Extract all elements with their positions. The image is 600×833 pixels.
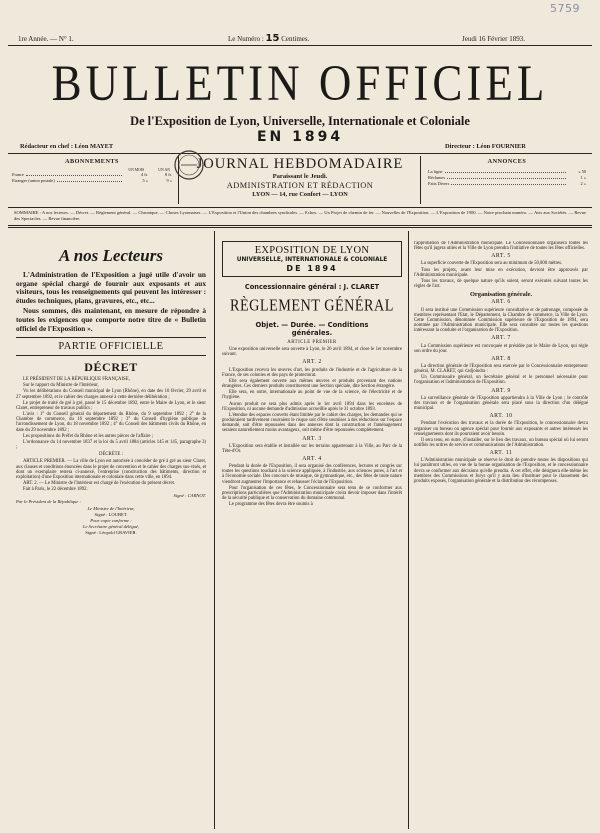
column-divider-1: [214, 231, 215, 829]
summary: SOMMAIRE : A nos lecteurs. — Décret. — Règlement général. — Chronique. — Choses Lyonnaises. — L'Exposition et l'Union des chambres syndicales. — Echos. — Un Projet de chemin de fer. — Nouvelles de l'Exposition. — L'Exposition de 1900. — Notre prochain numéro. — Avis aux Sociétés. — Revue des Spectacles. — Revue financière.: [14, 210, 586, 221]
masthead-subtitle: De l'Exposition de Lyon, Universelle, Internationale et Coloniale: [130, 114, 470, 128]
decree-president: LE PRÉSIDENT DE LA RÉPUBLIQUE FRANÇAISE,: [23, 377, 130, 383]
summary-top-rule: [8, 207, 592, 208]
journal-frequency: Paraissant le Jeudi.: [272, 173, 328, 180]
article-paragraph: Elle sera, en outre, internationale au point de vue de la science, de l'électricité et de l'hygiène.: [222, 390, 402, 401]
ads-price: 1 »: [580, 175, 586, 180]
official-part-heading: PARTIE OFFICIELLE: [58, 341, 164, 353]
subscription-col-month: UN MOIS: [128, 168, 145, 172]
column-divider-2: [408, 231, 409, 829]
director-line: Directeur : Léon FOURNIER: [445, 143, 526, 150]
masthead-title: BULLETIN OFFICIEL: [51, 55, 549, 111]
article-paragraph: Un Commissaire général, un Secrétaire général et le personnel nécessaire pour l'organisation et l'administration de l'Exposition.: [414, 375, 588, 386]
article-title: ART. 2: [302, 359, 322, 366]
issue-date: Jeudi 16 Février 1893.: [462, 35, 525, 43]
readers-intro-2: Nous sommes, dès maintenant, en mesure de répondre à toutes les exigences que comporte notre titre de « Bulletin officiel de l'Exposition ».: [16, 306, 206, 333]
ads-price: 2 »: [580, 181, 586, 186]
signature-line: Pour copie conforme :: [90, 517, 132, 523]
ads-price: » 50: [578, 169, 586, 174]
subscription-row: [12, 178, 172, 184]
header-box-top-rule: [8, 153, 592, 154]
article-paragraph: Elle sera également ouverte aux mêmes œuvres et produits provenant des nations étrangères. Ces derniers produits constitueront une Section spéciale, dite Section étrangère.: [222, 378, 402, 390]
concessionnaire: Concessionnaire général : J. CLARET: [244, 283, 380, 291]
signature-line: Le Ministre de l'Intérieur,: [87, 505, 135, 511]
decree-paragraph: Le projet de traité de gré à gré, passé le 15 décembre 1892, entre le Maire de Lyon, et le sieur Claret, entrepreneur de travaux publics ;: [16, 400, 206, 411]
subscription-month: 5 »: [142, 178, 148, 183]
summary-bottom-rule: [8, 225, 592, 226]
decree-date: Fait à Paris, le 22 décembre 1892.: [23, 487, 88, 493]
decree-heading: DÉCRET: [84, 360, 138, 375]
signature-line: Signé : LOUBET.: [94, 511, 128, 517]
ads-label: Faits Divers: [428, 181, 450, 186]
editor-line: Rédacteur en chef : Léon MAYET: [20, 143, 114, 150]
article-title: ART. 8: [491, 355, 511, 362]
decree-paragraph: Sur le rapport du Ministre de l'Intérieur,: [23, 383, 99, 389]
subscription-month: 4 fr.: [140, 172, 148, 177]
article-title: ART. 10: [489, 413, 513, 420]
subscription-label: France: [12, 172, 24, 177]
article-paragraph: Pendant la durée de l'Exposition, il sera organisé des conférences, lectures et congrès sur toutes les questions touchant à la science appliquée, à l'industrie, aux sciences pures, à l'art et à l'économie sociale. Des concours de musique, de gymnastique, etc., des fêtes de toute nature viendront augmenter l'importance et rehausser l'éclat de l'Exposition.: [222, 464, 402, 485]
box-divider-right: [420, 156, 421, 204]
journal-title: JOURNAL HEBDOMADAIRE: [196, 156, 404, 172]
article-title: ART. 6: [491, 299, 511, 306]
article-paragraph: Pour l'organisation de ces fêtes, le Concessionnaire sera tenu de se conformer aux prescriptions particulières que l'Administration municipale croira devoir imposer dans l'intérêt de la sécurité publique et la conservation du domaine communal.: [222, 485, 402, 502]
decree-paragraph: L'avis : 1° du Conseil général du département du Rhône, du 9 septembre 1892 ; 2° de la Chambre de commerce, du 16 septembre 1892 ; 3° du Conseil d'hygiène publique de l'arrondissement de Lyon, du 18 novembre 1892 ; 4° du Conseil des bâtiments civils du Rhône, en date du 29 novembre 1892 ;: [16, 412, 206, 433]
article-title: ART. 11: [489, 450, 513, 457]
decree-paragraph: Vu les délibérations du Conseil municipal de Lyon (Rhône), en date des 10 février, 29 avril et 27 septembre 1892, et le cahier des charges annexé à cette dernière délibération ;: [16, 389, 206, 400]
signature-line: Signé : CARNOT.: [173, 493, 206, 499]
article-paragraph: La surveillance générale de l'Exposition appartiendra à la Ville de Lyon ; le contrôle des travaux et de l'organisation générale sera placé sous la direction d'un délégué municipal.: [414, 395, 588, 412]
article-paragraph: L'Administration municipale se réserve le droit de prendre toutes les dispositions qui lui paraîtront utiles, en vue de la bonne organisation de l'Exposition, et le concessionnaire devra se conformer aux décisions qu'elle prendra. A cet effet, elle désignera elle-même les membres des Commissions et Jurys qu'il y aura lieu d'instituer pour le classement des produits exposés, l'organisation générale et la distribution des récompenses.: [414, 458, 588, 484]
decree-decrete: DÉCRÈTE :: [99, 452, 123, 458]
top-rule: [8, 45, 592, 46]
article-title: ART. 9: [491, 387, 511, 394]
reglement-objet: Objet. — Durée. — Conditions générales.: [255, 321, 369, 337]
article-paragraph: L'Exposition recevra les œuvres d'art, les produits de l'industrie et de l'agriculture de la France, de ses colonies et des pays de protectorat.: [222, 367, 402, 378]
masthead-year: EN 1894: [256, 129, 344, 145]
summary-bottom-rule-2: [8, 227, 592, 228]
article-paragraph: Tous les travaux, de quelque nature qu'ils soient, seront exécutés suivant toutes les règles de l'art.: [414, 278, 588, 290]
column-2: [222, 241, 402, 829]
article-paragraph: Pendant l'exécution des travaux et la durée de l'Exposition, le concessionnaire devra organiser un bureau ou agence spécial pour fournir aux exposants et autres intéressés les renseignements dont ils pourraient avoir besoin.: [414, 421, 588, 437]
article-paragraph: Il sera tenu, en outre, d'installer, sur le lieu des travaux, un bureau spécial où lui seront notifiés les ordres de service et communications de l'Administration.: [414, 437, 588, 448]
article-title: ART. 4: [302, 455, 322, 462]
article-paragraph: L'étendue des espaces couverts étant limitée par le cahier des charges, les demandes qui se produiraient tardivement courraient le risque soit d'être soumises à des réductions sur l'espace demandé, soit d'être repoussées dans des annexes dont la construction et l'aménagement seraient naturellement moins avantageux, soit même d'être repoussées complètement.: [222, 412, 402, 434]
article-title: ART. 3: [302, 435, 322, 442]
ads-label: La ligne: [428, 169, 443, 174]
column-3: [414, 241, 588, 829]
ads-row: [428, 181, 586, 187]
subscription-heading: ABONNEMENTS: [65, 158, 119, 165]
decree-paragraph: L'ordonnance du 14 novembre 1837 et la loi du 5 avril 1884 (articles 145 et 145, paragraphe 3) ;: [16, 439, 206, 451]
article-title: ART. 5: [491, 253, 511, 260]
article-paragraph: L'Exposition sera établie et installée sur les terrains appartenant à la Ville, au Parc de la Tête-d'Or.: [222, 443, 402, 454]
article-title: ARTICLE PREMIER: [287, 340, 337, 345]
exposition-box-subtitle: UNIVERSELLE, INTERNATIONALE & COLONIALE: [236, 257, 388, 263]
ads-label: Réclames: [428, 175, 446, 180]
catalogue-number: 5759: [550, 2, 580, 15]
article-paragraph: l'approbation de l'Administration municipale. Le Concessionnaire organisera toutes les fêtes qu'il jugera utiles et la Ville de Lyon prendra l'initiative de toutes les fêtes officielles.: [414, 241, 588, 252]
price-value: 15: [265, 33, 280, 44]
journal-address: LYON — 14, rue Confort — LYON: [252, 191, 348, 198]
subscription-year: 9 »: [166, 178, 172, 183]
price-unit: Centimes.: [281, 35, 310, 43]
subscription-year: 8 fr.: [164, 172, 172, 177]
price-label: Le Numéro :: [228, 35, 264, 43]
signature-line: Par le Président de la République :: [16, 499, 82, 505]
signature-line: Signé : Léopold GRAVIER.: [85, 530, 137, 536]
article-title: ART. 7: [491, 335, 511, 342]
section-rule: [16, 337, 206, 338]
ads-box: [428, 158, 586, 202]
article-paragraph: Aucun produit ne sera plus admis après le 1er avril 1894 dans les enceintes de l'Exposition, ni aucune demande d'admission accueillie après le 31 octobre 1893.: [222, 401, 402, 412]
readers-intro: L'Administration de l'Exposition a jugé utile d'avoir un organe spécial chargé de fournir aux exposants et aux visiteurs, tous les renseignements qui peuvent les intéresser : études techniques, plans, gravures, etc., etc...: [16, 270, 206, 305]
decree-article-2: ART. 2. — Le Ministre de l'Intérieur est chargé de l'exécution du présent décret.: [23, 480, 176, 486]
issue-number: 1re Année. — N° 1.: [18, 35, 74, 43]
article-paragraph: La direction générale de l'Exposition sera exercée par le Concessionnaire entrepreneur général, M. CLARET, qui s'adjoindra :: [414, 363, 588, 375]
price-line: [228, 33, 309, 44]
subscription-box: [12, 158, 172, 202]
article-paragraph: Une exposition universelle sera ouverte à Lyon, le 26 avril 1894, et close le 1er novembre suivant.: [222, 347, 402, 358]
article-paragraph: La Commission supérieure est convoquée et présidée par le Maire de Lyon, qui règle son ordre du jour.: [414, 343, 588, 354]
article-paragraph: Le programme des fêtes devra être soumis à: [229, 502, 313, 508]
article-paragraph: Il sera institué une Commission supérieure consultative et de patronage, composée de membres représentant l'Etat, le Département, la Chambre de commerce, la Ville de Lyon. Cette Commission, dénommée Commission supérieure de l'Exposition de 1894, sera nommée par l'Administration municipale. Elle sera consultée sur toutes les questions intéressant la conduite et l'organisation de l'Exposition.: [414, 307, 588, 334]
organisation-heading: Organisation générale.: [469, 291, 533, 299]
subscription-label: Etranger (union postale): [12, 178, 55, 183]
ads-heading: ANNONCES: [487, 158, 527, 165]
decree-article-1: ARTICLE PREMIER. — La ville de Lyon est autorisée à concéder de gré à gré au sieur Claret, aux clauses et conditions énoncées dans le projet de convention et le cahier des charges sus-visés, et dont un exemplaire restera ci-annexé, l'entreprise (construction des bâtiments, direction et exploitation) d'une Exposition internationale et coloniale dans cette ville, en 1894.: [16, 459, 206, 480]
exposition-box-year: DE 1894: [286, 264, 338, 273]
subscription-col-year: UN AN: [158, 168, 170, 172]
section-rule: [16, 355, 206, 356]
article-paragraph: Tous les projets, avant leur mise en exécution, devront être approuvés par l'Administration municipale.: [414, 267, 588, 278]
decree-paragraph: Les propositions du Préfet du Rhône et les autres pièces de l'affaire ;: [23, 433, 154, 439]
journal-box: [186, 156, 414, 198]
journal-admin: ADMINISTRATION ET RÉDACTION: [226, 181, 374, 190]
article-paragraph: La superficie couverte de l'Exposition sera au minimum de 50,000 mètres.: [421, 261, 563, 267]
column-1: [16, 246, 206, 829]
exposition-box-title: EXPOSITION DE LYON: [254, 245, 370, 256]
signature-line: Le Secrétaire général délégué,: [82, 524, 140, 530]
exposition-box: [222, 241, 402, 277]
readers-heading: A nos Lecteurs: [59, 246, 163, 265]
reglement-heading: RÈGLEMENT GÉNÉRAL: [230, 296, 394, 316]
